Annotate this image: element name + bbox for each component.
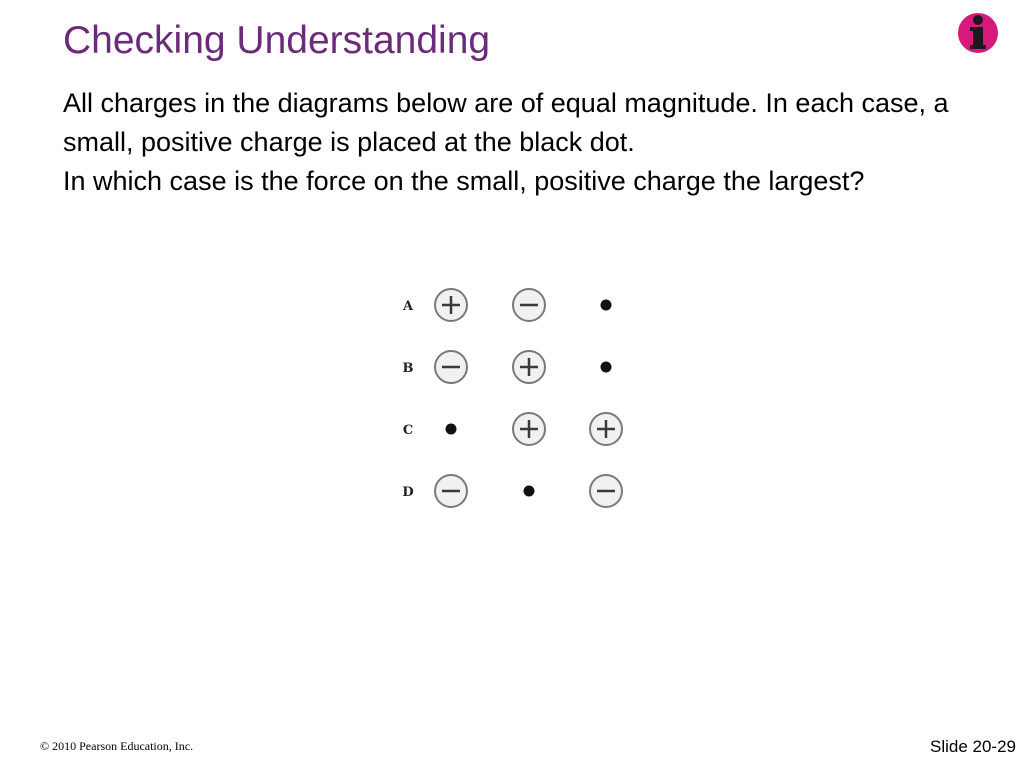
test-charge-dot [601,362,612,373]
row-label: B [402,361,414,376]
question-paragraph-1: All charges in the diagrams below are of equal magnitude. In each case, a small, positive charge is placed at the black dot. [63,88,949,157]
diagram-row-c [403,413,622,445]
row-label: A [402,299,414,314]
row-label: D [402,485,414,500]
question-paragraph-2: In which case is the force on the small, positive charge the largest? [63,166,865,196]
negative-charge-icon [435,351,467,383]
test-charge-dot [524,486,535,497]
footer-copyright: © 2010 Pearson Education, Inc. [40,739,194,753]
positive-charge-icon [513,351,545,383]
test-charge-dot [601,300,612,311]
diagram-row-b [403,351,612,383]
question-text [63,84,1003,201]
test-charge-dot [446,424,457,435]
slide-number: Slide 20-29 [929,737,1016,756]
charge-diagram [380,280,640,520]
positive-charge-icon [435,289,467,321]
slide-title: Checking Understanding [63,19,491,62]
diagram-row-d [402,475,622,507]
diagram-row-a [402,289,612,321]
negative-charge-icon [435,475,467,507]
negative-charge-icon [590,475,622,507]
negative-charge-icon [513,289,545,321]
pearson-i-clicker-icon [954,8,1004,58]
positive-charge-icon [590,413,622,445]
positive-charge-icon [513,413,545,445]
row-label: C [402,423,414,438]
